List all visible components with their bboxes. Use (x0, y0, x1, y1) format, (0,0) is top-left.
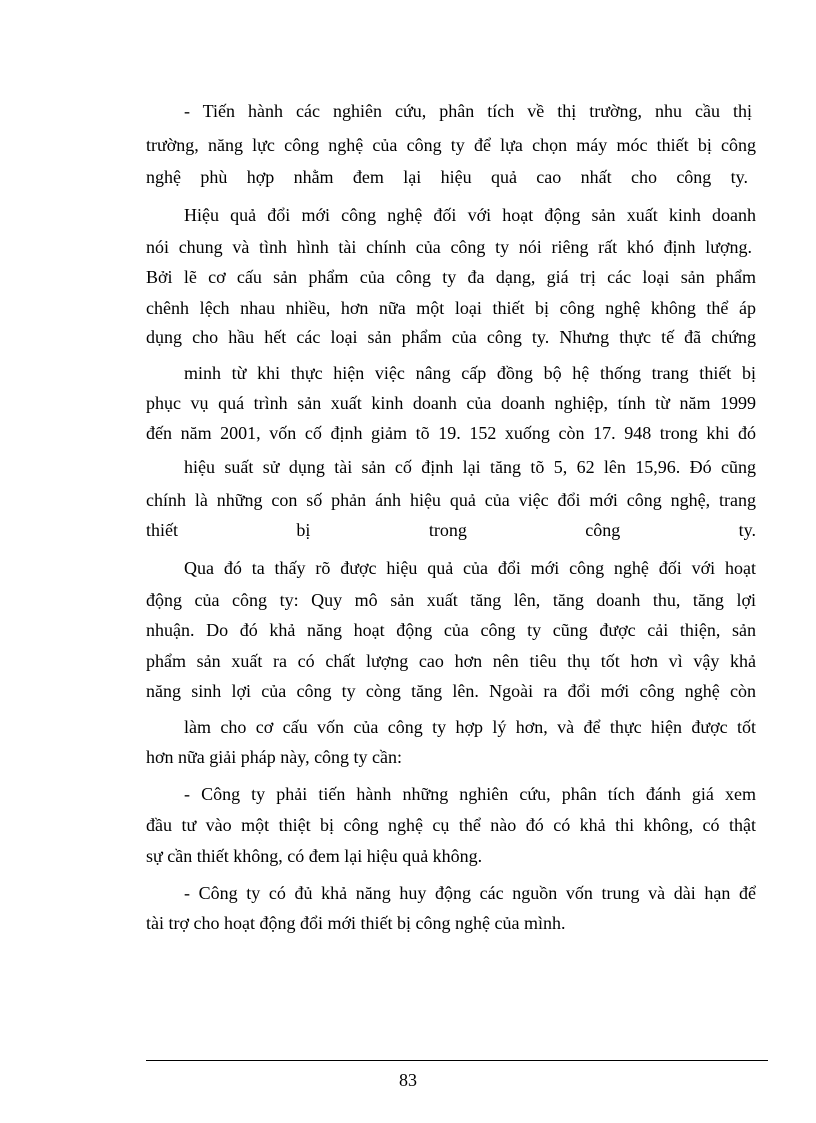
text-line: dụng cho hầu hết các loại sản phẩm của công ty. Nhưng thực tế đã chứng (146, 327, 756, 347)
text-line: thiết bị trong công ty. (146, 520, 756, 540)
text-line: đầu tư vào một thiệt bị công nghệ cụ thể nào đó có khả thi không, có thật (146, 815, 756, 835)
text-line: sự cần thiết không, có đem lại hiệu quả không. (146, 846, 483, 866)
text-line: nói chung và tình hình tài chính của công ty nói riêng rất khó định lượng. (146, 237, 752, 257)
page-number: 83 (399, 1070, 417, 1090)
footer-divider (146, 1060, 768, 1061)
text-line: - Tiến hành các nghiên cứu, phân tích về thị trường, nhu cầu thị (184, 101, 752, 121)
text-line: tài trợ cho hoạt động đổi mới thiết bị công nghệ của mình. (146, 913, 566, 933)
text-line: năng sinh lợi của công ty còng tăng lên. Ngoài ra đổi mới công nghệ còn (146, 681, 756, 701)
text-line: trường, năng lực công nghệ của công ty để lựa chọn máy móc thiết bị công (146, 135, 756, 155)
text-line: phẩm sản xuất ra có chất lượng cao hơn nên tiêu thụ tốt hơn vì vậy khả (146, 651, 756, 671)
text-line: Bởi lẽ cơ cấu sản phẩm của công ty đa dạng, giá trị các loại sản phẩm (146, 267, 756, 287)
text-line: Hiệu quả đổi mới công nghệ đối với hoạt động sản xuất kinh doanh (184, 205, 756, 225)
text-line: - Công ty phải tiến hành những nghiên cứu, phân tích đánh giá xem (184, 784, 756, 804)
text-line: phục vụ quá trình sản xuất kinh doanh của doanh nghiệp, tính từ năm 1999 (146, 393, 756, 413)
text-line: động của công ty: Quy mô sản xuất tăng lên, tăng doanh thu, tăng lợi (146, 590, 756, 610)
text-line: hiệu suất sử dụng tài sản cố định lại tăng tõ 5, 62 lên 15,96. Đó cũng (184, 457, 756, 477)
text-line: - Công ty có đủ khả năng huy động các nguồn vốn trung và dài hạn để (184, 883, 756, 903)
text-line: chính là những con số phản ánh hiệu quả của việc đổi mới công nghệ, trang (146, 490, 756, 510)
text-line: chênh lệch nhau nhiều, hơn nữa một loại thiết bị công nghệ không thể áp (146, 298, 756, 318)
text-line: nhuận. Do đó khả năng hoạt động của công ty cũng được cải thiện, sản (146, 620, 756, 640)
text-line: đến năm 2001, vốn cố định giảm tõ 19. 152 xuống còn 17. 948 trong khi đó (146, 423, 756, 443)
text-line: hơn nữa giải pháp này, công ty cần: (146, 747, 403, 767)
text-line: minh từ khi thực hiện việc nâng cấp đồng bộ hệ thống trang thiết bị (184, 363, 756, 383)
text-line: làm cho cơ cấu vốn của công ty hợp lý hơn, và để thực hiện được tốt (184, 717, 756, 737)
text-line: nghệ phù hợp nhằm đem lại hiệu quả cao nhất cho công ty. (146, 167, 748, 187)
text-line: Qua đó ta thấy rõ được hiệu quả của đổi mới công nghệ đối với hoạt (184, 558, 756, 578)
